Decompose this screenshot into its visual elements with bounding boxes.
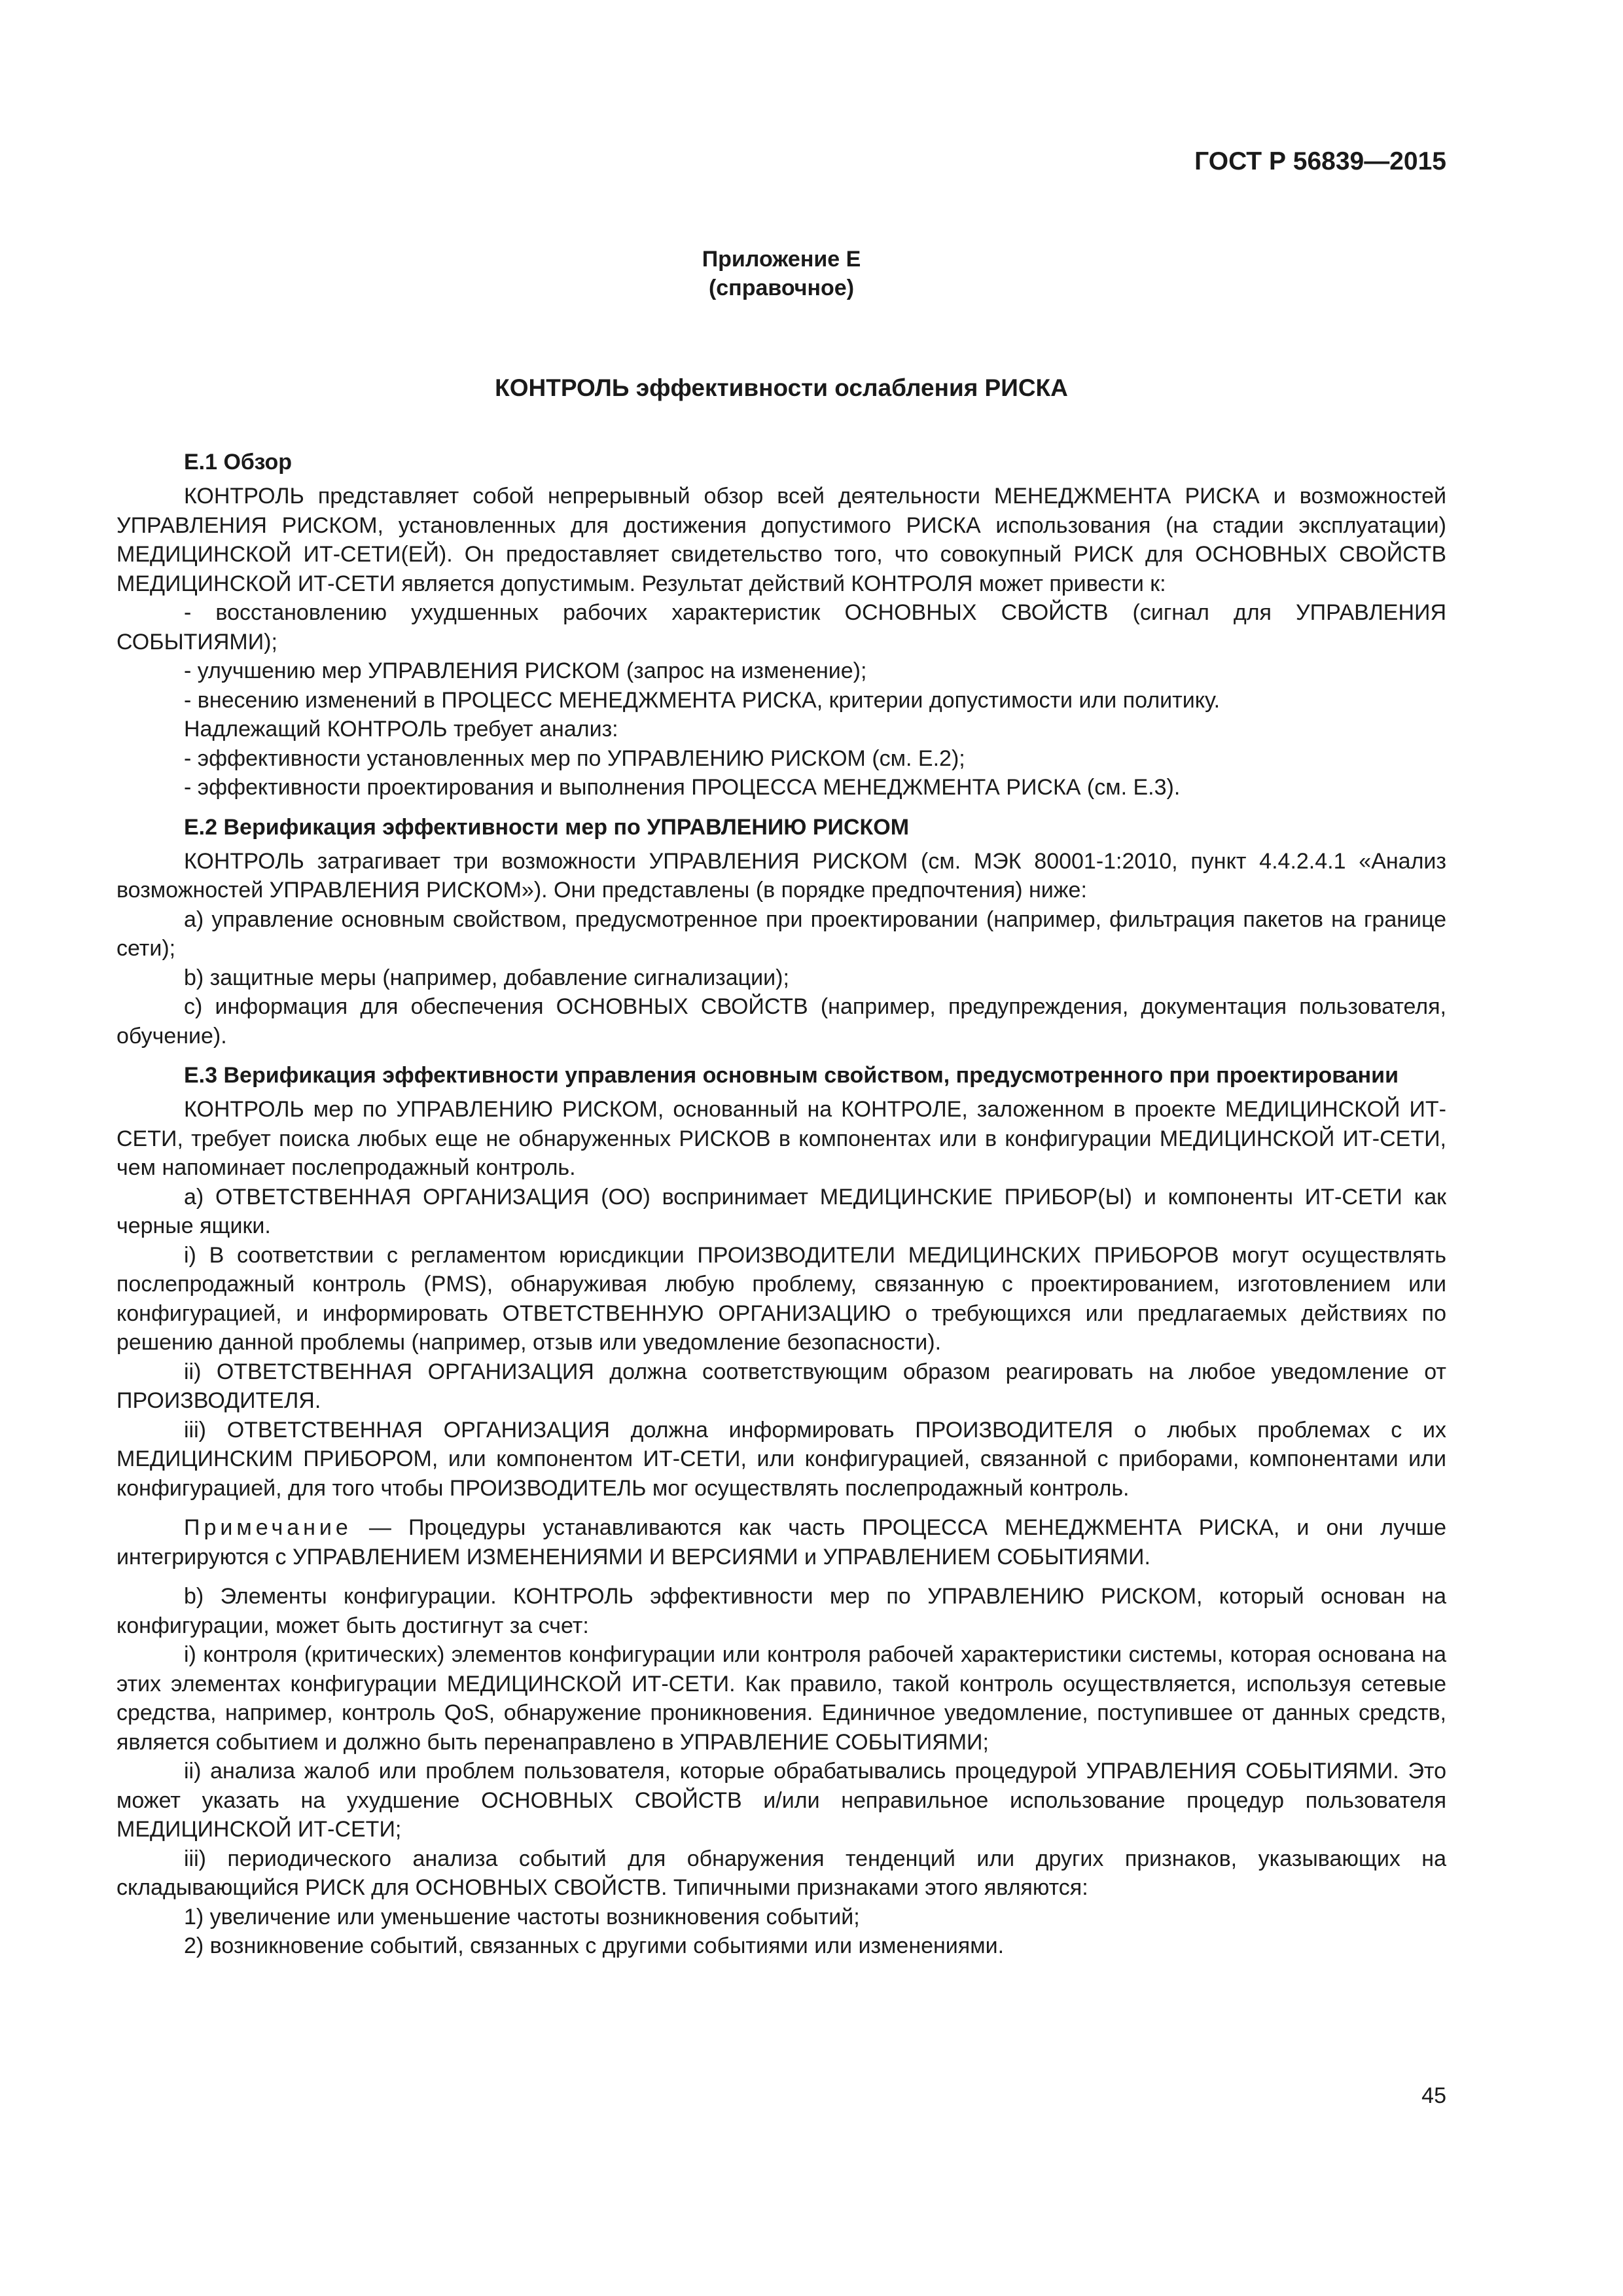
section-e1-heading: Е.1 Обзор — [184, 450, 293, 475]
note-text: — Процедуры устанавливаются как часть ПРОЦЕССА МЕНЕДЖМЕНТА РИСКА, и они лучше интегрируются с УПРАВЛЕНИЕМ ИЗМЕНЕНИЯМИ И ВЕРСИЯМИ и УПРАВЛЕНИЕМ СОБЫТИЯМИ. — [116, 1515, 1446, 1570]
list-item: а) ОТВЕТСТВЕННАЯ ОРГАНИЗАЦИЯ (ОО) воспринимает МЕДИЦИНСКИЕ ПРИБОР(Ы) и компоненты ИТ-СЕТИ как черные ящики. — [116, 1184, 1446, 1238]
list-item: с) информация для обеспечения ОСНОВНЫХ СВОЙСТВ (например, предупреждения, документация пользователя, обучение). — [116, 994, 1446, 1049]
list-item: i) контроля (критических) элементов конфигурации или контроля рабочей характеристики системы, которая основана на этих элементах конфигурации МЕДИЦИНСКОЙ ИТ-СЕТИ. Как правило, такой контроль осуществляется, используя сетевые средства, например, контроль QoS, обнаружение проникновения. Единичное уведомление, поступившее от данных средств, является событием и должно быть перенаправлено в УПРАВЛЕНИЕ СОБЫТИЯМИ; — [116, 1642, 1446, 1755]
paragraph: КОНТРОЛЬ представляет собой непрерывный обзор всей деятельности МЕНЕДЖМЕНТА РИСКА и возможностей УПРАВЛЕНИЯ РИСКОМ, установленных для достижения допустимого РИСКА использования (на стадии эксплуатации) МЕДИЦИНСКОЙ ИТ-СЕТИ(ЕЙ). Он предоставляет свидетельство того, что совокупный РИСК для ОСНОВНЫХ СВОЙСТВ МЕДИЦИНСКОЙ ИТ-СЕТИ является допустимым. Результат действий КОНТРОЛЯ может привести к: — [116, 484, 1446, 596]
paragraph: КОНТРОЛЬ затрагивает три возможности УПРАВЛЕНИЯ РИСКОМ (см. МЭК 80001-1:2010, пункт 4.4.2.4.1 «Анализ возможностей УПРАВЛЕНИЯ РИСКОМ»). Они представлены (в порядке предпочтения) ниже: — [116, 848, 1446, 903]
list-item: - эффективности установленных мер по УПРАВЛЕНИЮ РИСКОМ (см. Е.2); — [184, 745, 965, 771]
paragraph: КОНТРОЛЬ мер по УПРАВЛЕНИЮ РИСКОМ, основанный на КОНТРОЛЕ, заложенном в проекте МЕДИЦИНСКОЙ ИТ-СЕТИ, требует поиска любых еще не обнаруженных РИСКОВ в компонентах или в конфигурации МЕДИЦИНСКОЙ ИТ-СЕТИ, чем напоминает послепродажный контроль. — [116, 1097, 1446, 1180]
list-item: ii) ОТВЕТСТВЕННАЯ ОРГАНИЗАЦИЯ должна соответствующим образом реагировать на любое уведомление от ПРОИЗВОДИТЕЛЯ. — [116, 1359, 1446, 1413]
section-e3-heading: Е.3 Верификация эффективности управления основным свойством, предусмотренного при проектировании — [184, 1063, 1399, 1088]
list-item: i) В соответствии с регламентом юрисдикции ПРОИЗВОДИТЕЛИ МЕДИЦИНСКИХ ПРИБОРОВ могут осуществлять послепродажный контроль (PMS), обнаруживая любую проблему, связанную с проектированием, изготовлением или конфигурацией, и информировать ОТВЕТСТВЕННУЮ ОРГАНИЗАЦИЮ о требующихся или предлагаемых действиях по решению данной проблемы (например, отзыв или уведомление безопасности). — [116, 1242, 1446, 1355]
annex-label: Приложение Е — [702, 247, 861, 272]
annex-title: КОНТРОЛЬ эффективности ослабления РИСКА — [495, 374, 1068, 401]
list-item: - эффективности проектирования и выполнения ПРОЦЕССА МЕНЕДЖМЕНТА РИСКА (см. Е.3). — [184, 775, 1181, 800]
list-item: ii) анализа жалоб или проблем пользователя, которые обрабатывались процедурой УПРАВЛЕНИЯ СОБЫТИЯМИ. Это может указать на ухудшение ОСНОВНЫХ СВОЙСТВ и/или неправильное использование процедур пользователя МЕДИЦИНСКОЙ ИТ-СЕТИ; — [116, 1759, 1446, 1842]
note — [116, 1513, 1446, 1571]
list-item: iii) периодического анализа событий для обнаружения тенденций или других признаков, указывающих на складывающийся РИСК для ОСНОВНЫХ СВОЙСТВ. Типичными признаками этого являются: — [116, 1846, 1446, 1900]
page-number: 45 — [1421, 2083, 1446, 2108]
paragraph: Надлежащий КОНТРОЛЬ требует анализ: — [184, 717, 618, 742]
paragraph: b) Элементы конфигурации. КОНТРОЛЬ эффективности мер по УПРАВЛЕНИЮ РИСКОМ, который основан на конфигурации, может быть достигнут за счет: — [116, 1584, 1446, 1638]
list-item: b) защитные меры (например, добавление сигнализации); — [184, 965, 789, 990]
note-label: Примечание — [184, 1515, 352, 1540]
list-item: - восстановлению ухудшенных рабочих характеристик ОСНОВНЫХ СВОЙСТВ (сигнал для УПРАВЛЕНИЯ СОБЫТИЯМИ); — [116, 600, 1446, 655]
standard-code: ГОСТ Р 56839—2015 — [1194, 147, 1446, 175]
list-item: - внесению изменений в ПРОЦЕСС МЕНЕДЖМЕНТА РИСКА, критерии допустимости или политику. — [184, 687, 1221, 713]
list-item: - улучшению мер УПРАВЛЕНИЯ РИСКОМ (запрос на изменение); — [184, 658, 867, 683]
annex-type: (справочное) — [708, 276, 855, 300]
annex-heading — [116, 245, 1446, 302]
list-item: а) управление основным свойством, предусмотренное при проектировании (например, фильтрация пакетов на границе сети); — [116, 906, 1446, 961]
list-item: 2) возникновение событий, связанных с другими событиями или изменениями. — [184, 1933, 1005, 1958]
list-item: iii) ОТВЕТСТВЕННАЯ ОРГАНИЗАЦИЯ должна информировать ПРОИЗВОДИТЕЛЯ о любых проблемах с их МЕДИЦИНСКИМ ПРИБОРОМ, или компонентом ИТ-СЕТИ, или конфигурацией, связанной с приборами, компонентами или конфигурацией, для того чтобы ПРОИЗВОДИТЕЛЬ мог осуществлять послепродажный контроль. — [116, 1417, 1446, 1501]
section-e2-heading: Е.2 Верификация эффективности мер по УПРАВЛЕНИЮ РИСКОМ — [184, 814, 910, 840]
list-item: 1) увеличение или уменьшение частоты возникновения событий; — [184, 1904, 860, 1929]
